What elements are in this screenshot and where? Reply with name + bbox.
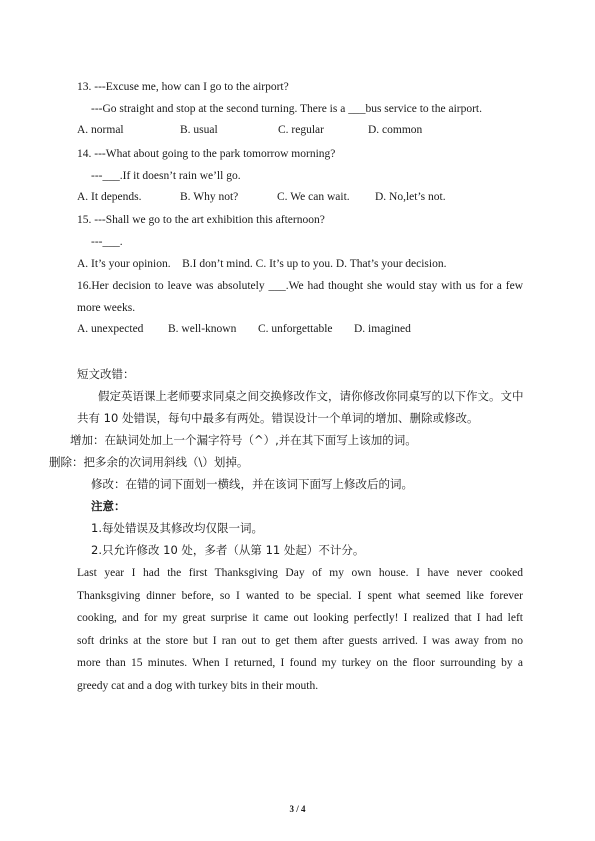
question-14-options <box>77 191 523 205</box>
question-13-reply: ---Go straight and stop at the second turning. There is a ___bus service to the airport. <box>91 103 483 115</box>
rule-delete: 删除：把多余的次词用斜线（\）划掉。 <box>49 455 249 469</box>
question-16-stem-line-2: more weeks. <box>77 302 136 314</box>
option-d: D. No,let’s not. <box>375 191 446 203</box>
note-title: 注意： <box>91 499 126 513</box>
correction-passage <box>77 562 523 697</box>
passage-line: Last year I had the first Thanksgiving Day of my own house. I have never cooked <box>77 567 523 579</box>
note-1: 1.每处错误及其修改均仅限一词。 <box>91 521 263 535</box>
passage-line: soft drinks at the store but I ran out to get them after guests arrived. I was away from no <box>77 634 523 647</box>
question-15-stem: 15. ---Shall we go to the art exhibition this afternoon? <box>77 214 325 226</box>
rule-add: 增加：在缺词处加上一个漏字符号（^）,并在其下面写上该加的词。 <box>70 433 417 447</box>
option-b: B. well-known <box>168 323 237 335</box>
question-16-stem-line-1: 16.Her decision to leave was absolutely ___.We had thought she would stay with us for a few <box>77 280 523 292</box>
correction-title: 短文改错： <box>77 367 135 381</box>
question-15-options: A. It’s your opinion. B.I don’t mind. C. It’s up to you. D. That’s your decision. <box>77 258 447 270</box>
option-d: D. common <box>368 124 423 136</box>
option-c: C. We can wait. <box>277 191 350 203</box>
correction-intro-line-1: 假定英语课上老师要求同桌之间交换修改作文，请你修改你同桌写的以下作文。文中 <box>98 389 524 403</box>
note-2: 2.只允许修改 10 处，多者（从第 11 处起）不计分。 <box>91 543 365 557</box>
option-a: A. It depends. <box>77 191 142 203</box>
rule-modify: 修改：在错的词下面划一横线，并在该词下面写上修改后的词。 <box>91 477 413 491</box>
option-d: D. imagined <box>354 323 411 335</box>
passage-line: cooking, and for my great surprise it came out looking perfectly! I realized that I had left <box>77 612 523 624</box>
option-b: B. usual <box>180 124 218 136</box>
question-13-stem: 13. ---Excuse me, how can I go to the airport? <box>77 81 289 93</box>
correction-intro-line-2: 共有 10 处错误，每句中最多有两处。错误设计一个单词的增加、删除或修改。 <box>77 411 479 425</box>
option-c: C. unforgettable <box>258 323 333 335</box>
option-b: B. Why not? <box>180 191 239 203</box>
passage-line: greedy cat and a dog with turkey bits in their mouth. <box>77 679 319 692</box>
question-15-reply: ---___. <box>91 236 123 248</box>
question-16-options <box>77 323 523 337</box>
question-13-options <box>77 124 523 138</box>
passage-line: Thanksgiving dinner before, so I wanted to be special. I spent what seemed like forever <box>77 589 523 602</box>
option-c: C. regular <box>278 124 324 136</box>
question-14-reply: ---___.If it doesn’t rain we’ll go. <box>91 170 241 182</box>
passage-line: more than 15 minutes. When I returned, I found my turkey on the floor surrounding by a <box>77 657 523 669</box>
option-a: A. unexpected <box>77 323 144 335</box>
page-number: 3 / 4 <box>289 804 306 814</box>
option-a: A. normal <box>77 124 124 136</box>
question-14-stem: 14. ---What about going to the park tomorrow morning? <box>77 148 336 160</box>
